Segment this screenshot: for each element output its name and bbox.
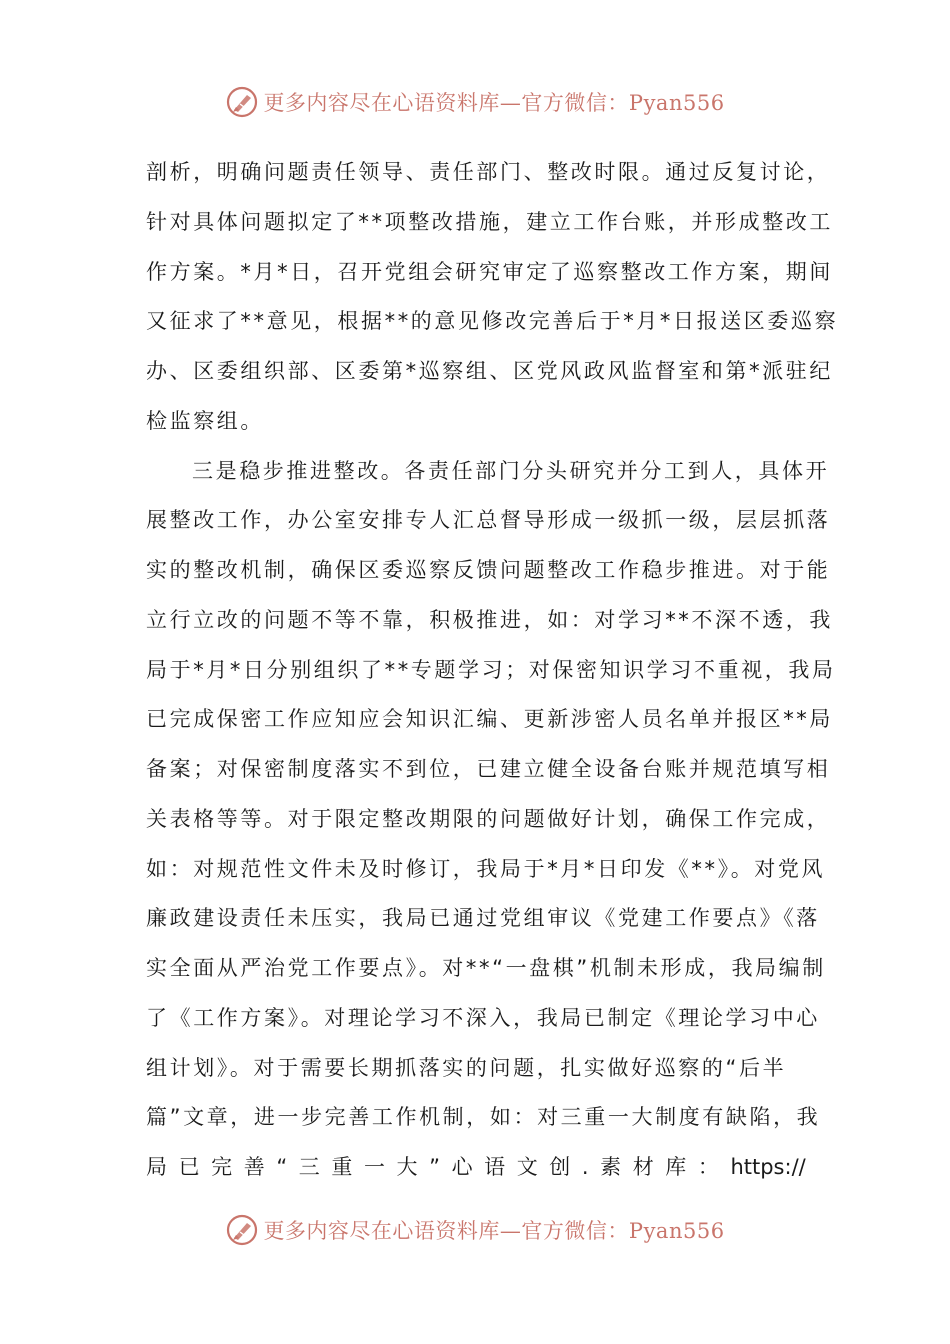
header-banner-text: 更多内容尽在心语资料库—官方微信：Pyan556: [263, 91, 725, 115]
text-line: 已完成保密工作应知应会知识汇编、更新涉密人员名单并报区**局: [146, 707, 833, 732]
text-line: 作方案。*月*日，召开党组会研究审定了巡察整改工作方案，期间: [146, 259, 833, 284]
char: 文: [516, 1155, 538, 1179]
text-line: 组计划》。对于需要长期抓落实的问题，扎实做好巡察的“后半: [146, 1055, 787, 1080]
char: “: [276, 1155, 288, 1179]
char: 重: [331, 1155, 353, 1179]
text-line: 又征求了**意见，根据**的意见修改完善后于*月*日报送区委巡察: [146, 309, 839, 334]
char: ：: [697, 1155, 719, 1179]
char: 善: [243, 1155, 265, 1179]
text-line: 了《工作方案》。对理论学习不深入，我局已制定《理论学习中心: [146, 1005, 820, 1030]
text-line: 实全面从严治党工作要点》。对**“一盘棋”机制未形成，我局编制: [146, 956, 826, 980]
text-line: 篇”文章，进一步完善工作机制，如：对三重一大制度有缺陷，我: [146, 1105, 821, 1130]
char: 素: [600, 1155, 622, 1179]
char: 已: [178, 1155, 200, 1179]
document-body: [146, 148, 839, 1193]
char: 大: [396, 1155, 418, 1179]
text-line: 针对具体问题拟定了**项整改措施，建立工作台账，并形成整改工: [146, 209, 833, 234]
text-line: 剖析，明确问题责任领导、责任部门、整改时限。通过反复讨论，: [146, 160, 831, 184]
char: 材: [632, 1155, 654, 1179]
text-line: 关表格等等。对于限定整改期限的问题做好计划，确保工作完成，: [146, 806, 831, 831]
pen-nib-icon: [225, 1213, 259, 1247]
text-line: 廉政建设责任未压实，我局已通过党组审议《党建工作要点》《落: [146, 906, 820, 931]
paragraph-start-line: 三是稳步推进整改。各责任部门分头研究并分工到人，具体开: [192, 458, 830, 483]
footer-banner-text: 更多内容尽在心语资料库—官方微信：Pyan556: [263, 1219, 725, 1243]
text-line: 如：对规范性文件未及时修订，我局于*月*日印发《**》。对党风: [146, 856, 826, 881]
last-text-line: [146, 1143, 806, 1193]
footer-banner: [0, 1210, 950, 1250]
char: 一: [363, 1155, 385, 1179]
text-line: 办、区委组织部、区委第*巡察组、区党风政风监督室和第*派驻纪: [146, 359, 833, 383]
char: 心: [451, 1155, 473, 1179]
text-line: 检监察组。: [146, 408, 264, 433]
text-line: 局于*月*日分别组织了**专题学习；对保密知识学习不重视，我局: [146, 657, 836, 682]
text-line: 备案；对保密制度落实不到位，已建立健全设备台账并规范填写相: [146, 757, 831, 781]
char: 三: [298, 1155, 320, 1179]
text-line: 实的整改机制，确保区委巡察反馈问题整改工作稳步推进。对于能: [146, 558, 831, 582]
char: 局: [146, 1155, 167, 1179]
char: .: [581, 1155, 589, 1179]
char: 创: [549, 1155, 571, 1179]
url-fragment[interactable]: https://: [730, 1155, 806, 1179]
pen-nib-icon: [225, 85, 259, 119]
char: 完: [211, 1155, 233, 1179]
text-line: 立行立改的问题不等不靠，积极推进，如：对学习**不深不透，我: [146, 607, 833, 632]
header-banner: [0, 82, 950, 122]
char: 库: [665, 1155, 687, 1179]
text-line: 展整改工作，办公室安排专人汇总督导形成一级抓一级，层层抓落: [146, 508, 831, 533]
char: 语: [484, 1155, 506, 1179]
char: ”: [429, 1155, 440, 1179]
